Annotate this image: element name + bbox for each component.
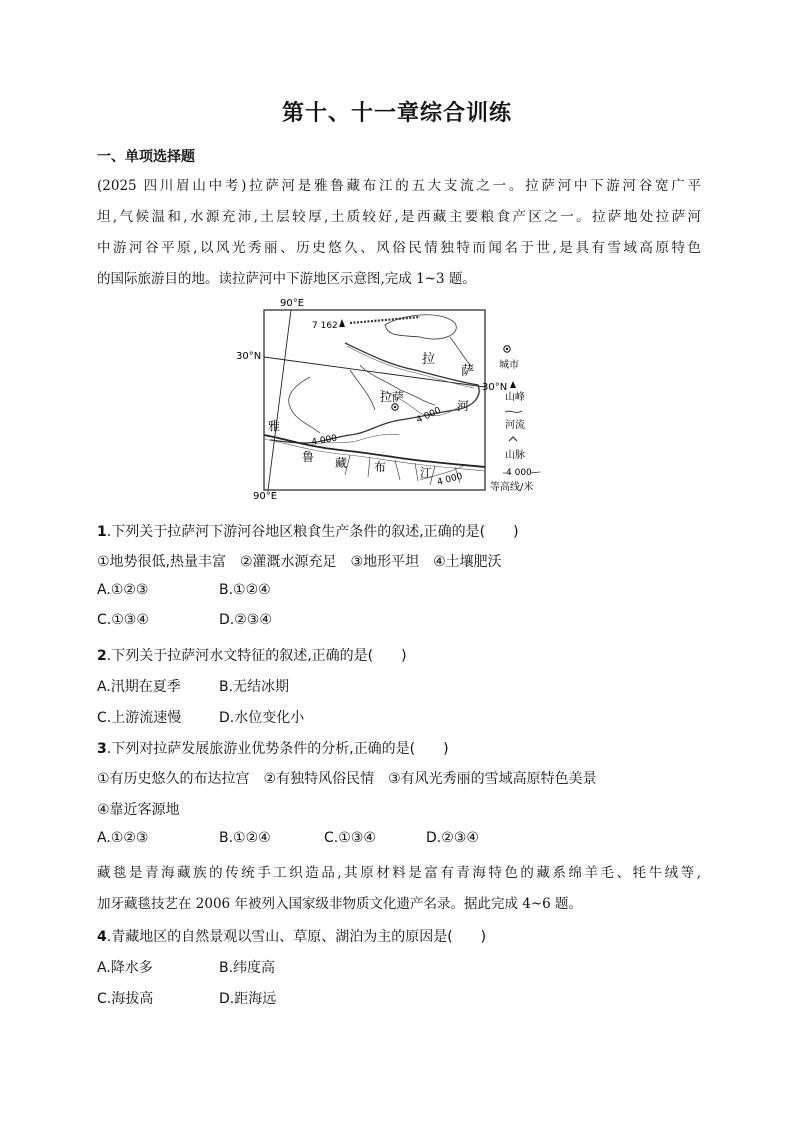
passage-line: (2025 四川眉山中考)拉萨河是雅鲁藏布江的五大支流之一。拉萨河中下游河谷宽广平 [97,178,701,194]
q2-option-d[interactable]: D.水位变化小 [219,710,305,726]
yarlung-char: 布 [374,460,387,474]
q4-option-a[interactable]: A.降水多 [97,960,153,976]
question-3-stem: 3.下列对拉萨发展旅游业优势条件的分析,正确的是( ) [97,741,449,757]
legend-contour: 等高线/米 [490,482,534,493]
legend-river: 河流 [505,420,525,431]
river-char: 河 [457,399,470,413]
q2-option-a[interactable]: A.汛期在夏季 [97,679,181,695]
question-2-stem: 2.下列关于拉萨河水文特征的叙述,正确的是( ) [97,648,407,664]
question-1-items: ①地势很低,热量丰富 ②灌溉水源充足 ③地形平坦 ④土壤肥沃 [97,554,502,570]
q4-option-b[interactable]: B.纬度高 [219,960,276,976]
q3-option-b[interactable]: B.①②④ [219,830,271,846]
question-3-items-line2: ④靠近客源地 [97,802,180,818]
passage-line: 加牙藏毯技艺在 2006 年被列入国家级非物质文化遗产名录。据此完成 4~6 题。 [97,896,583,912]
tributary [450,337,472,367]
q4-option-d[interactable]: D.距海远 [219,991,277,1007]
peak-elevation: 7 162 [312,321,338,331]
yarlung-char: 鲁 [302,450,315,464]
q4-option-c[interactable]: C.海拔高 [97,991,154,1007]
yarlung-char: 江 [420,466,433,480]
lon-top-label: 90°E [280,298,305,309]
mountain-range [350,317,420,323]
tributary [289,377,320,433]
contour-label: 4 000 [310,433,338,448]
contour-label: 4 000 [436,471,464,488]
river-char: 萨 [461,364,475,379]
q1-option-b[interactable]: B.①②④ [219,582,271,598]
lat-left-label: 30°N [236,351,262,362]
lat-right-label: 30°N [482,382,508,393]
q3-option-d[interactable]: D.②③④ [426,830,479,846]
q1-option-c[interactable]: C.①③④ [97,612,149,628]
q3-option-a[interactable]: A.①②③ [97,830,149,846]
river-char: 拉 [422,352,436,367]
lhasa-river-map [236,295,550,502]
question-4-stem: 4.青藏地区的自然景观以雪山、草原、湖泊为主的原因是( ) [97,929,487,945]
q1-option-a[interactable]: A.①②③ [97,582,149,598]
yarlung-char: 藏 [335,456,348,470]
passage-line: 中游河谷平原,以风光秀丽、历史悠久、风俗民情独特而闻名于世,是具有雪域高原特色 [97,240,701,256]
yarlung-char: 雅 [268,419,281,433]
passage-line: 的国际旅游目的地。读拉萨河中下游地区示意图,完成 1~3 题。 [97,271,476,287]
map-legend [490,346,540,493]
legend-river-icon [505,411,522,412]
legend-mountain: 山脉 [505,450,525,461]
legend-peak: 山峰 [505,392,525,403]
lon-bottom-label: 90°E [253,491,278,502]
section-heading: 一、单项选择题 [97,149,195,165]
lhasa-river [270,343,479,443]
legend-mountain-icon [509,437,517,441]
question-1-stem: 1.下列关于拉萨河下游河谷地区粮食生产条件的叙述,正确的是( ) [97,524,519,540]
passage-line: 坦,气候温和,水源充沛,土层较厚,土质较好,是西藏主要粮食产区之一。拉萨地处拉萨河 [97,209,701,225]
peak-icon [339,319,345,327]
legend-contour-value: 4 000 [506,468,532,478]
contour-label: 4 000 [415,405,443,426]
tributary [350,370,375,410]
q1-option-d[interactable]: D.②③④ [219,612,272,628]
passage-line: 藏毯是青海藏族的传统手工织造品,其原材料是富有青海特色的藏系绵羊毛、牦牛绒等, [97,865,701,881]
legend-peak-icon [510,381,516,388]
q3-option-c[interactable]: C.①③④ [324,830,376,846]
page-title: 第十、十一章综合训练 [281,101,512,126]
question-3-items-line1: ①有历史悠久的布达拉宫 ②有独特风俗民情 ③有风光秀丽的雪域高原特色美景 [97,771,597,787]
q2-option-c[interactable]: C.上游流速慢 [97,710,182,726]
city-label: 拉萨 [380,390,405,404]
q2-option-b[interactable]: B.无结冰期 [219,679,290,695]
legend-city: 城市 [499,360,519,371]
meridian-line [268,310,291,490]
